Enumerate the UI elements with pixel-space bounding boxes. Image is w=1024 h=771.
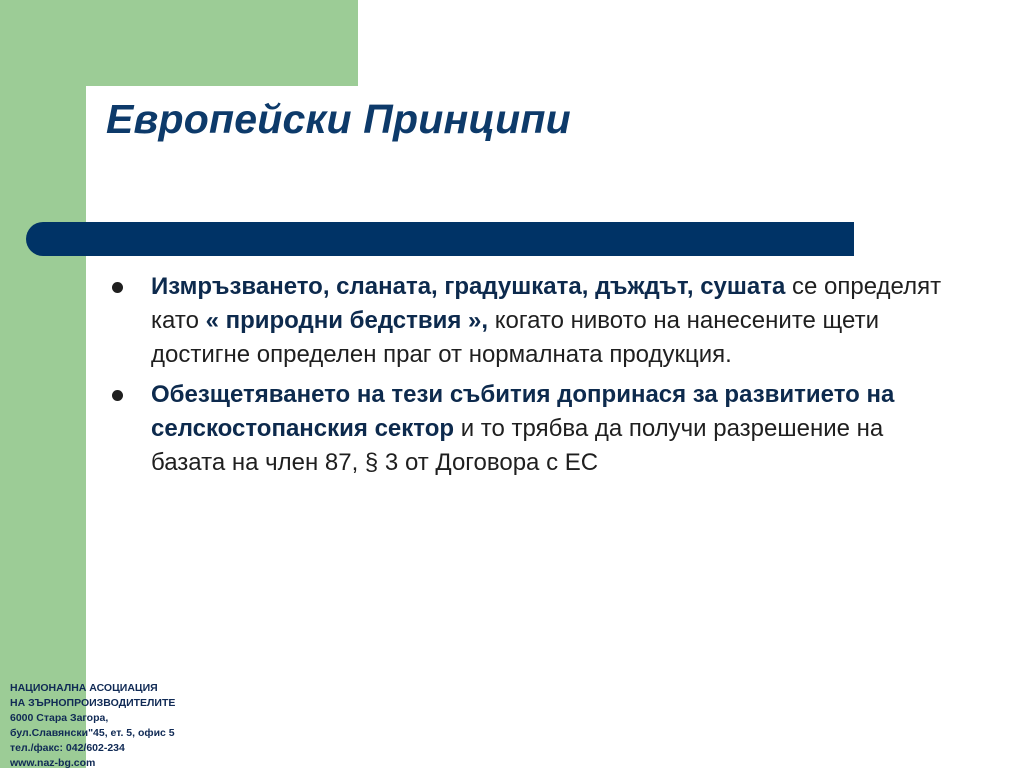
footer-city: 6000 Стара Загора,: [10, 712, 109, 724]
footer-org-name-line2: НА ЗЪРНОПРОИЗВОДИТЕЛИТЕ: [10, 697, 176, 709]
header-green-block: [0, 0, 358, 86]
title-underline-bar: [26, 222, 854, 256]
bullet-list: [108, 270, 958, 486]
footer-website: www.naz-bg.com: [10, 757, 96, 769]
bullet-1-text-cont: когато нивото на нанесените щети достигне определен праг от нормалната продукция.: [151, 307, 879, 368]
bullet-1-bold-text: Измръзването, сланата, градушката, дъждът, сушата: [151, 273, 786, 300]
bullet-item-2: [108, 378, 958, 480]
bullet-1-text: се определят като: [151, 273, 942, 334]
bullet-2-text: и то трябва да получи разрешение на базата на член 87, § 3 от Договора с ЕС: [151, 415, 884, 476]
sidebar-green-strip: [0, 0, 86, 768]
organization-footer: [10, 681, 175, 771]
footer-org-name-line1: НАЦИОНАЛНА АСОЦИАЦИЯ: [10, 682, 158, 694]
slide-title: Европейски Принципи: [106, 96, 571, 142]
bullet-dot-icon: [112, 390, 123, 401]
footer-address: бул.Славянски"45, ет. 5, офис 5: [10, 727, 175, 739]
bullet-1-bold-term: « природни бедствия »,: [205, 307, 489, 334]
footer-phone: тел./факс: 042/602-234: [10, 742, 125, 754]
bullet-dot-icon: [112, 282, 123, 293]
bullet-2-bold-text: Обезщетяването на тези събития допринася за развитието на селскостопанския сектор: [151, 381, 895, 442]
bullet-item-1: [108, 270, 958, 372]
